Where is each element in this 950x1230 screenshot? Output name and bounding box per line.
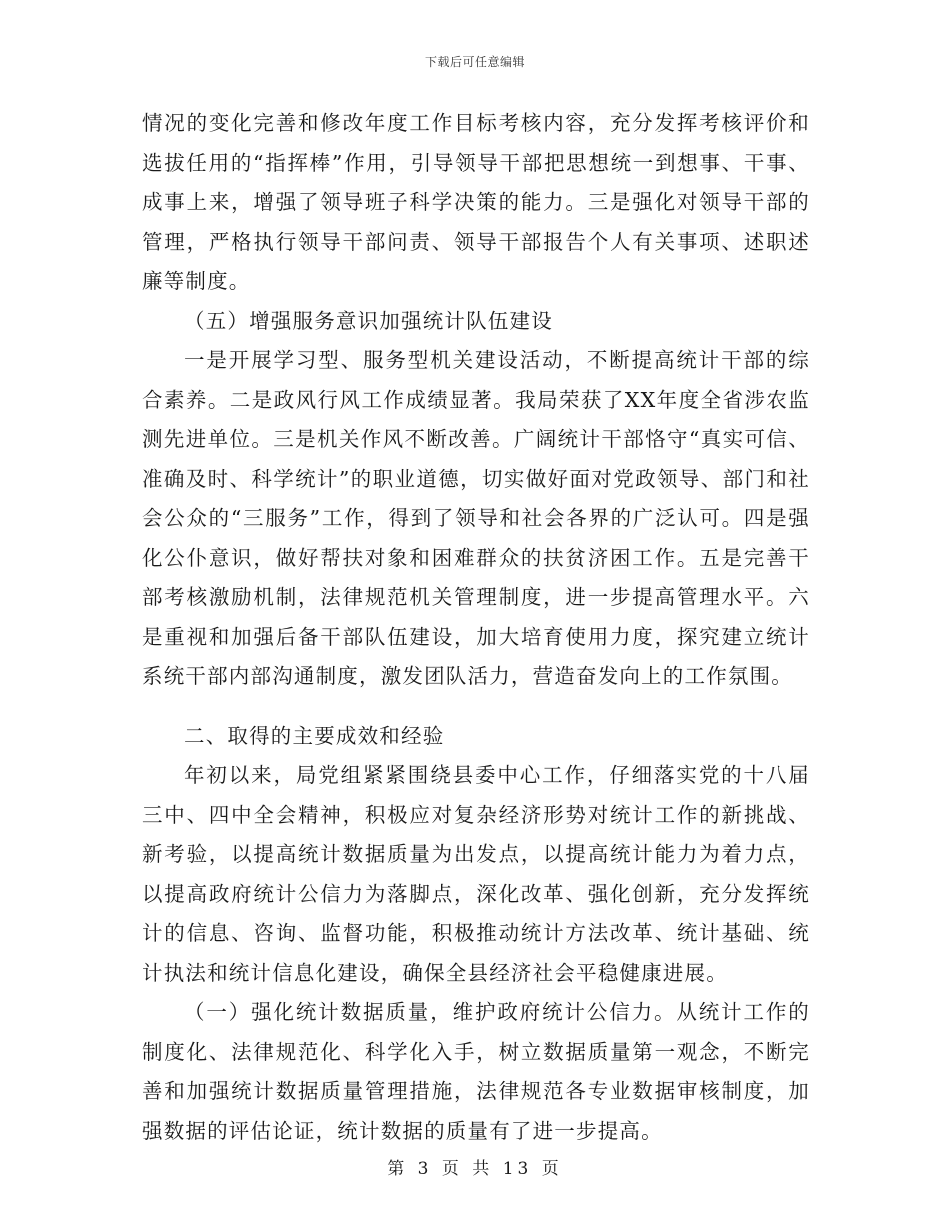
paragraph-continuation: 情况的变化完善和修改年度工作目标考核内容，充分发挥考核评价和选拔任用的“指挥棒”作用，引导领导干部把思想统一到想事、干事、成事上来，增强了领导班子科学决策的能力。三是强化对领导干部的管理，严格执行领导干部问责、领导干部报告个人有关事项、述职述廉等制度。 [142, 111, 810, 293]
paragraph-data-quality: （一）强化统计数据质量，维护政府统计公信力。从统计工作的制度化、法律规范化、科学化入手，树立数据质量第一观念，不断完善和加强统计数据质量管理措施，法律规范各专业数据审核制度，加强数据的评估论证，统计数据的质量有了进一步提高。 [142, 1000, 810, 1143]
section-heading-5: （五）增强服务意识加强统计队伍建设 [184, 308, 553, 333]
page-number: 第 3 页 共 13 页 [387, 1159, 563, 1179]
paragraph-achievements: 年初以来，局党组紧紧围绕县委中心工作，仔细落实党的十八届三中、四中全会精神，积极应对复杂经济形势对统计工作的新挑战、新考验，以提高统计数据质量为出发点，以提高统计能力为着力点，以提高政府统计公信力为落脚点，深化改革、强化创新，充分发挥统计的信息、咨询、监督功能，积极推动统计方法改革、统计基础、统计执法和统计信息化建设，确保全县经济社会平稳健康进展。 [142, 763, 810, 985]
paragraph-team-building: 一是开展学习型、服务型机关建设活动，不断提高统计干部的综合素养。二是政风行风工作成绩显著。我局荣获了XX年度全省涉农监测先进单位。三是机关作风不断改善。广阔统计干部恪守“真实可信、准确及时、科学统计”的职业道德，切实做好面对党政领导、部门和社会公众的“三服务”工作，得到了领导和社会各界的广泛认可。四是强化公仆意识，做好帮扶对象和困难群众的扶贫济困工作。五是完善干部考核激励机制，法律规范机关管理制度，进一步提高管理水平。六是重视和加强后备干部队伍建设，加大培育使用力度，探究建立统计系统干部内部沟通制度，激发团队活力，营造奋发向上的工作氛围。 [142, 348, 810, 688]
document-body [142, 104, 810, 1151]
section-heading-2: 二、取得的主要成效和经验 [184, 723, 445, 748]
page-header: 下载后可任意编辑 [424, 55, 525, 69]
